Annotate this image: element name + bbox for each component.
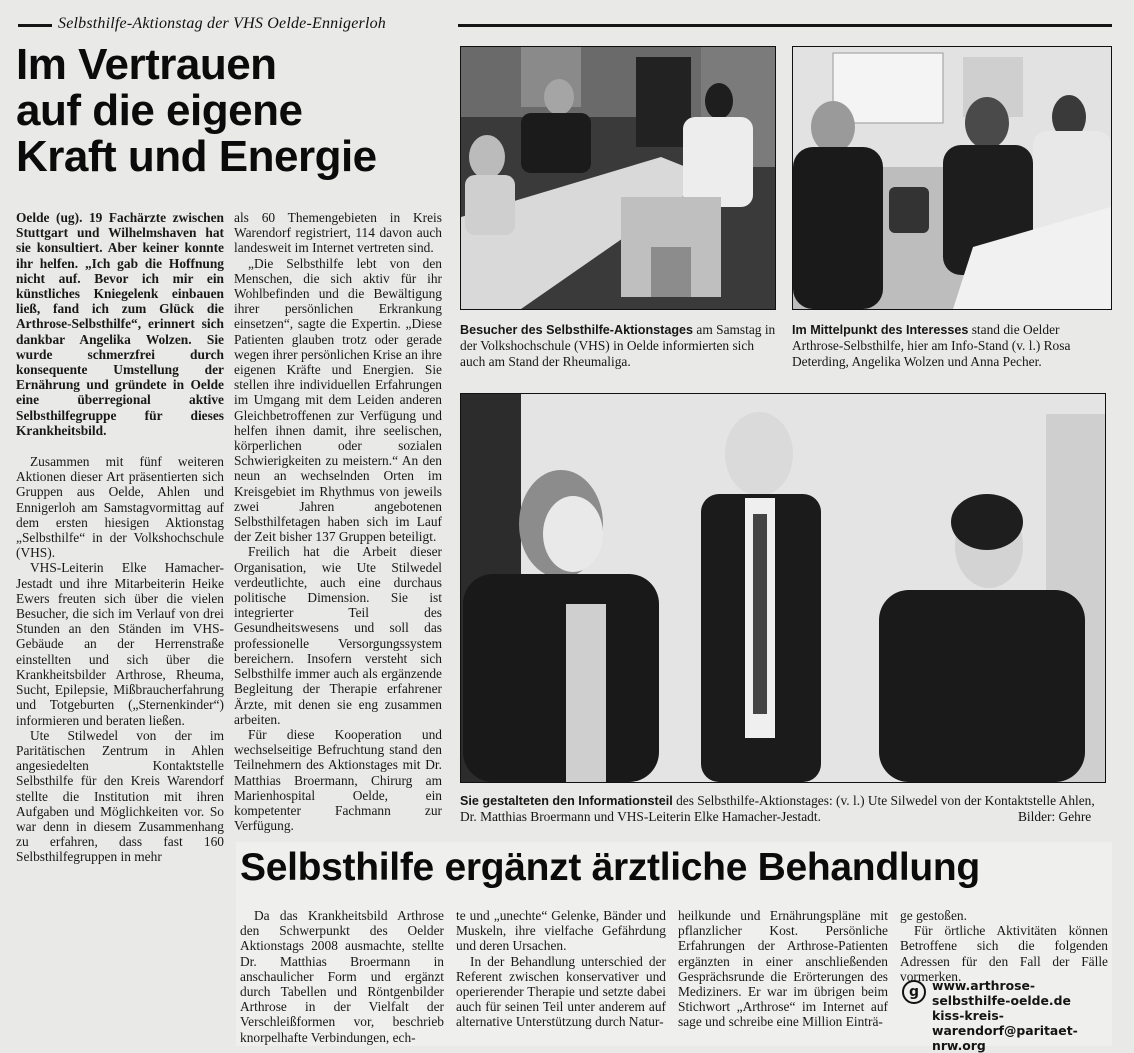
photo-visitors-image [461, 47, 775, 309]
box-column-1 [240, 908, 444, 1045]
box-column-2 [456, 908, 666, 1030]
box-paragraph: ge gestoßen. [900, 908, 967, 923]
caption-bold: Sie gestalteten den Informationsteil [460, 794, 673, 808]
box-paragraph: te und „unechte“ Gelenke, Bänder und Muskeln, ihre vielfache Gefährdung und deren Ursachen. [456, 908, 666, 954]
article-paragraph: Zusammen mit fünf weiteren Aktionen dieser Art präsentierten sich Gruppen aus Oelde, Ahlen und Ennigerloh am Samstagvormittag auf dem ersten hiesigen Aktionstag „Selbsthilfe“ in der Volkshochschule (VHS). [16, 454, 224, 561]
kicker: Selbsthilfe-Aktionstag der VHS Oelde-Ennigerloh [58, 15, 387, 32]
headline-line: auf die eigene [16, 86, 303, 135]
link-arthrose-selbsthilfe[interactable]: www.arthrose-selbsthilfe-oelde.de [932, 978, 1071, 1008]
box-headline: Selbsthilfe ergänzt ärztliche Behandlung [240, 846, 980, 889]
box-paragraph: heilkunde und Ernährungspläne mit pflanzlicher Kost. Persönliche Erfahrungen der Arthrose-Patienten ergänzten in einer anschließenden Gesprächsrunde die Erörterungen des Mediziners. Er war im übrigen beim Stichwort „Arthrose“ im Internet auf sage und schreibe eine Million Einträ- [678, 908, 888, 1030]
article-paragraph: „Die Selbsthilfe lebt von den Menschen, die sich aktiv für ihr Wohlbefinden und die Bewältigung ihrer persönlichen Erkrankung einsetzen“, sagte die Expertin. „Diese Patienten glauben trotz oder gerade wegen ihrer persönlichen Krise an ihre eigenen Kräfte und Energien. Sie stellen ihre individuellen Erfahrungen im Umgang mit dem Leiden anderen Gleichbetroffenen zur Verfügung und helfen ihnen damit, ihre seelischen, körperlichen oder sozialen Schwierigkeiten zu meistern.“ An den neun an wechselnden Orten im Kreisgebiet im Rhythmus von jeweils zwei Jahren angebotenen Selbsthilfetagen haben sich im Lauf der Zeit bisher 137 Gruppen beteiligt. [234, 255, 442, 545]
article-lead: Oelde (ug). 19 Fachärzte zwischen Stuttgart und Wilhelmshaven hat sie konsultiert. Aber keiner konnte ihr helfen. „Ich gab die Hoffnung nicht auf. Bevor ich mir ein künstliches Kniegelenk einbauen ließ, fand ich zum Glück die Arthrose-Selbsthilfe“, erinnert sich dankbar Angelika Wolzen. Sie wurde schmerzfrei durch konsequente Umstellung der Ernährung und gründete in Oelde eine überregional aktive Selbsthilfegruppe für dieses Krankheitsbild. [16, 210, 224, 438]
box-paragraph: Für örtliche Aktivitäten können Betroffene sich die folgenden Adressen für den Fall der Fälle vormerken. [900, 923, 1108, 984]
caption-bold: Besucher des Selbsthilfe-Aktionstages [460, 323, 694, 337]
photo-organizers-image [461, 394, 1105, 782]
box-column-3 [678, 908, 888, 1030]
article-paragraph: Freilich hat die Arbeit dieser Organisation, wie Ute Stilwedel verdeutlichte, auch eine durchaus politische Dimension. Sie ist integrierter Teil des Gesundheitswesens und soll das professionelle Versorgungssystem bereichern. Insofern versteht sich Selbsthilfe immer auch als ergänzende Begleitung der Therapie erfahrener Ärzte, mit denen sie eng zusammen arbeiten. [234, 544, 442, 727]
caption-photo-organizers [460, 793, 1108, 825]
headline-line: Im Vertrauen [16, 40, 277, 89]
article-paragraph: Für diese Kooperation und wechselseitige Befruchtung stand den Teilnehmern des Aktionstages mit Dr. Matthias Broermann, Chirurg am Marienhospital Oelde, ein kompetenter Fachmann zur Verfügung. [234, 726, 442, 834]
caption-text: stand die Oelder Arthrose-Selbsthilfe, hier am Info-Stand (v. l.) Rosa Deterding, Angelika Wolzen und Anna Pecher. [792, 322, 1071, 369]
photo-info-stand [792, 46, 1112, 310]
photo-credit: Bilder: Gehre [1018, 809, 1092, 824]
at-icon: g [902, 980, 926, 1004]
box-paragraph: Da das Krankheitsbild Arthrose den Schwerpunkt des Oelder Aktionstags 2008 ausmachte, stellte Dr. Matthias Broermann in anschaulicher Form und ergänzt durch Tabellen und Röntgenbilder Arthrose in der Vielfalt der Verschleißformen vor, beschrieb knorpelhafte Verbindungen, ech- [240, 908, 444, 1045]
kicker-rule-left [18, 24, 52, 27]
caption-photo-info-stand [792, 322, 1110, 369]
photo-organizers [460, 393, 1106, 783]
caption-photo-visitors [460, 322, 776, 369]
article-paragraph: als 60 Themengebieten in Kreis Warendorf registriert, 114 davon auch landesweit im Internet vertreten sind. [234, 210, 442, 256]
caption-text: am Samstag in der Volkshochschule (VHS) in Oelde informierten sich auch am Stand der Rheumaliga. [460, 322, 776, 369]
article-paragraph: VHS-Leiterin Elke Hamacher-Jestadt und ihre Mitarbeiterin Heike Ewers freuten sich über die vielen Besucher, die sich im Verlauf von drei Stunden an den Ständen im VHS-Gebäude an der Herrenstraße einstellten und sich über die Krankheitsbilder Arthrose, Rheuma, Sucht, Epilepsie, Mißbraucherfahrung und Totgeburten („Sternenkinder“) informieren und beraten ließen. [16, 560, 224, 728]
headline [16, 42, 456, 180]
caption-bold: Im Mittelpunkt des Interesses [792, 323, 969, 337]
article-column-1 [16, 210, 224, 865]
box-paragraph: In der Behandlung unterschied der Referent zwischen konservativer und operierender Therapie und setzte dabei auch für seinen Teil unter anderem auf alternative Unterstützung durch Natur- [456, 953, 666, 1030]
headline-line: Kraft und Energie [16, 132, 377, 181]
article-paragraph: Ute Stilwedel von der im Paritätischen Zentrum in Ahlen angesiedelten Kontaktstelle Selbsthilfe für den Kreis Warendorf stellte die Institution mit ihren Aufgaben und Möglichkeiten vor. So war denn in diesem Zusammenhang zu erfahren, dass fast 160 Selbsthilfegruppen in mehr [16, 727, 224, 865]
kicker-rule-right [458, 24, 1112, 27]
photo-visitors [460, 46, 776, 310]
link-kiss-kreis-warendorf[interactable]: kiss-kreis-warendorf@paritaet-nrw.org [932, 1008, 1078, 1053]
photo-info-stand-image [793, 47, 1111, 309]
box-column-4 [900, 908, 1108, 984]
caption-text: des Selbsthilfe-Aktionstages: (v. l.) Ute Silwedel von der Kontaktstelle Ahlen, Dr. Matthias Broermann und VHS-Leiterin Elke Hamacher-Jestadt. [460, 793, 1095, 825]
article-column-2 [234, 210, 442, 833]
